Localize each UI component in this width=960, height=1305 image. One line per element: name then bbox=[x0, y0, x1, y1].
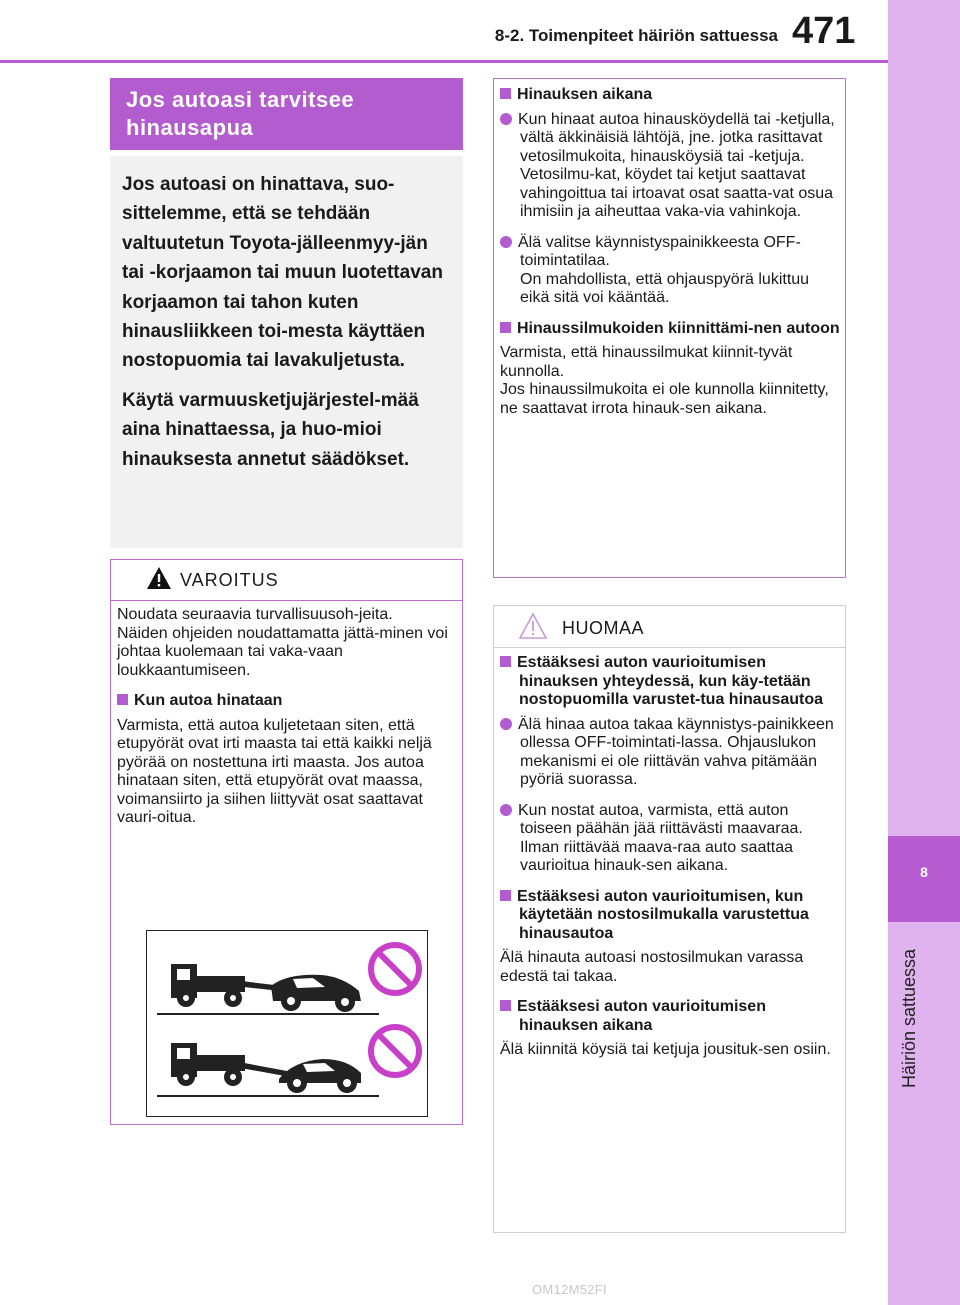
square-bullet-icon bbox=[500, 322, 511, 333]
intro-paragraph: Jos autoasi on hinattava, suo-sittelemme, että se tehdään valtuutetun Toyota-jälleenmyy-jän tai -korjaamon tai muun luotettavan korjaamon tai tahon kuten hinausliikkeen toi-mesta käyttäen nostopuomia tai lavakuljetusta. bbox=[122, 174, 443, 372]
square-bullet-icon bbox=[500, 88, 511, 99]
square-bullet-icon bbox=[500, 1000, 511, 1011]
subheading: Estääksesi auton vaurioitumisen, kun käytetään nostosilmukalla varustettua hinausautoa bbox=[500, 888, 840, 944]
subheading: Estääksesi auton vaurioitumisen hinauksen yhteydessä, kun käy-tetään nostopuomilla varustet-tua hinausautoa bbox=[500, 654, 840, 710]
warning-body bbox=[117, 606, 457, 840]
warning-subtext: Varmista, että autoa kuljetetaan siten, että etupyörät ovat irti maasta tai että kaikki neljä pyörää on nostettuna irti maasta. Jos autoa hinataan siten, että etupyörät ovat maassa, voimansiirto ja siihen liittyvät osat saattavat vauri-oitua. bbox=[117, 716, 432, 826]
tow-truck-icon bbox=[157, 1043, 379, 1096]
footer-watermark: OM12M52FI bbox=[532, 1282, 607, 1297]
paragraph: Älä kiinnitä köysiä tai ketjuja jousituk-sen osiin. bbox=[500, 1041, 831, 1058]
note-body bbox=[500, 654, 840, 1072]
towing-illustration bbox=[146, 930, 428, 1117]
caution-continued-body bbox=[500, 86, 840, 430]
round-bullet-icon bbox=[500, 236, 512, 248]
chapter-tab bbox=[888, 0, 960, 1305]
warning-triangle-icon bbox=[146, 566, 172, 595]
round-bullet-icon bbox=[500, 113, 512, 125]
note-title: HUOMAA bbox=[562, 618, 645, 638]
subheading: Hinaussilmukoiden kiinnittämi-nen autoon bbox=[500, 320, 840, 339]
intro-paragraph: Käytä varmuusketjujärjestel-mää aina hinattaessa, ja huo-mioi hinauksesta annetut säädökset. bbox=[122, 389, 419, 470]
subheading: Estääksesi auton vaurioitumisen hinauksen aikana bbox=[500, 998, 840, 1035]
round-bullet-icon bbox=[500, 804, 512, 816]
warning-title: VAROITUS bbox=[180, 570, 279, 590]
paragraph: Varmista, että hinaussilmukat kiinnit-tyvät kunnolla. Jos hinaussilmukoita ei ole kunnolla kiinnitetty, ne saattavat irrota hinauk-sen aikana. bbox=[500, 344, 829, 417]
square-bullet-icon bbox=[500, 890, 511, 901]
square-bullet-icon bbox=[500, 656, 511, 667]
warning-intro: Noudata seuraavia turvallisuusoh-jeita. Näiden ohjeiden noudattamatta jättä-minen voi johtaa kuolemaan tai vaka-vaan loukkaantumiseen. bbox=[117, 606, 448, 679]
square-bullet-icon bbox=[117, 694, 128, 705]
header-rule bbox=[0, 60, 888, 63]
chapter-label: Häiriön sattuessa bbox=[899, 948, 919, 1088]
section-title: 8-2. Toimenpiteet häiriön sattuessa bbox=[494, 26, 778, 45]
subheading: Hinauksen aikana bbox=[500, 86, 840, 105]
bullet-item: Älä hinaa autoa takaa käynnistys-painikkeen ollessa OFF-toimintati-lassa. Ohjauslukon mekanismi ei ole riittävän vahva pitämään pyöriä suorassa. bbox=[500, 716, 840, 790]
prohibition-icon bbox=[371, 945, 419, 993]
tow-truck-icon bbox=[157, 964, 379, 1014]
intro-panel bbox=[110, 156, 463, 548]
paragraph: Älä hinauta autoasi nostosilmukan varassa edestä tai takaa. bbox=[500, 949, 804, 985]
caution-triangle-icon bbox=[518, 612, 548, 645]
warning-subheading: Kun autoa hinataan bbox=[117, 692, 457, 711]
bullet-item: Kun nostat autoa, varmista, että auton toiseen päähän jää riittävästi maavaraa. Ilman riittävää maava-raa auto saattaa vaurioitua hinauk-sen aikana. bbox=[500, 802, 840, 876]
section-heading: Jos autoasi tarvitsee hinausapua bbox=[110, 78, 463, 150]
prohibition-icon bbox=[371, 1027, 419, 1075]
page-number: 471 bbox=[792, 10, 856, 52]
round-bullet-icon bbox=[500, 718, 512, 730]
bullet-item: Kun hinaat autoa hinausköydellä tai -ketjulla, vältä äkkinäisiä lähtöjä, jne. jotka rasittavat vetosilmukoita, hinausköysiä tai -ketjuja. Vetosilmu-kat, köydet tai ketjut saattavat vahingoittua tai irtoavat osat saatta-vat osua ihmisiin ja aiheuttaa vaka-via vahinkoja. bbox=[500, 111, 840, 222]
chapter-number: 8 bbox=[920, 864, 928, 880]
bullet-item: Älä valitse käynnistyspainikkeesta OFF-toimintatilaa. On mahdollista, että ohjauspyörä lukittuu eikä sitä voi kääntää. bbox=[500, 234, 840, 308]
